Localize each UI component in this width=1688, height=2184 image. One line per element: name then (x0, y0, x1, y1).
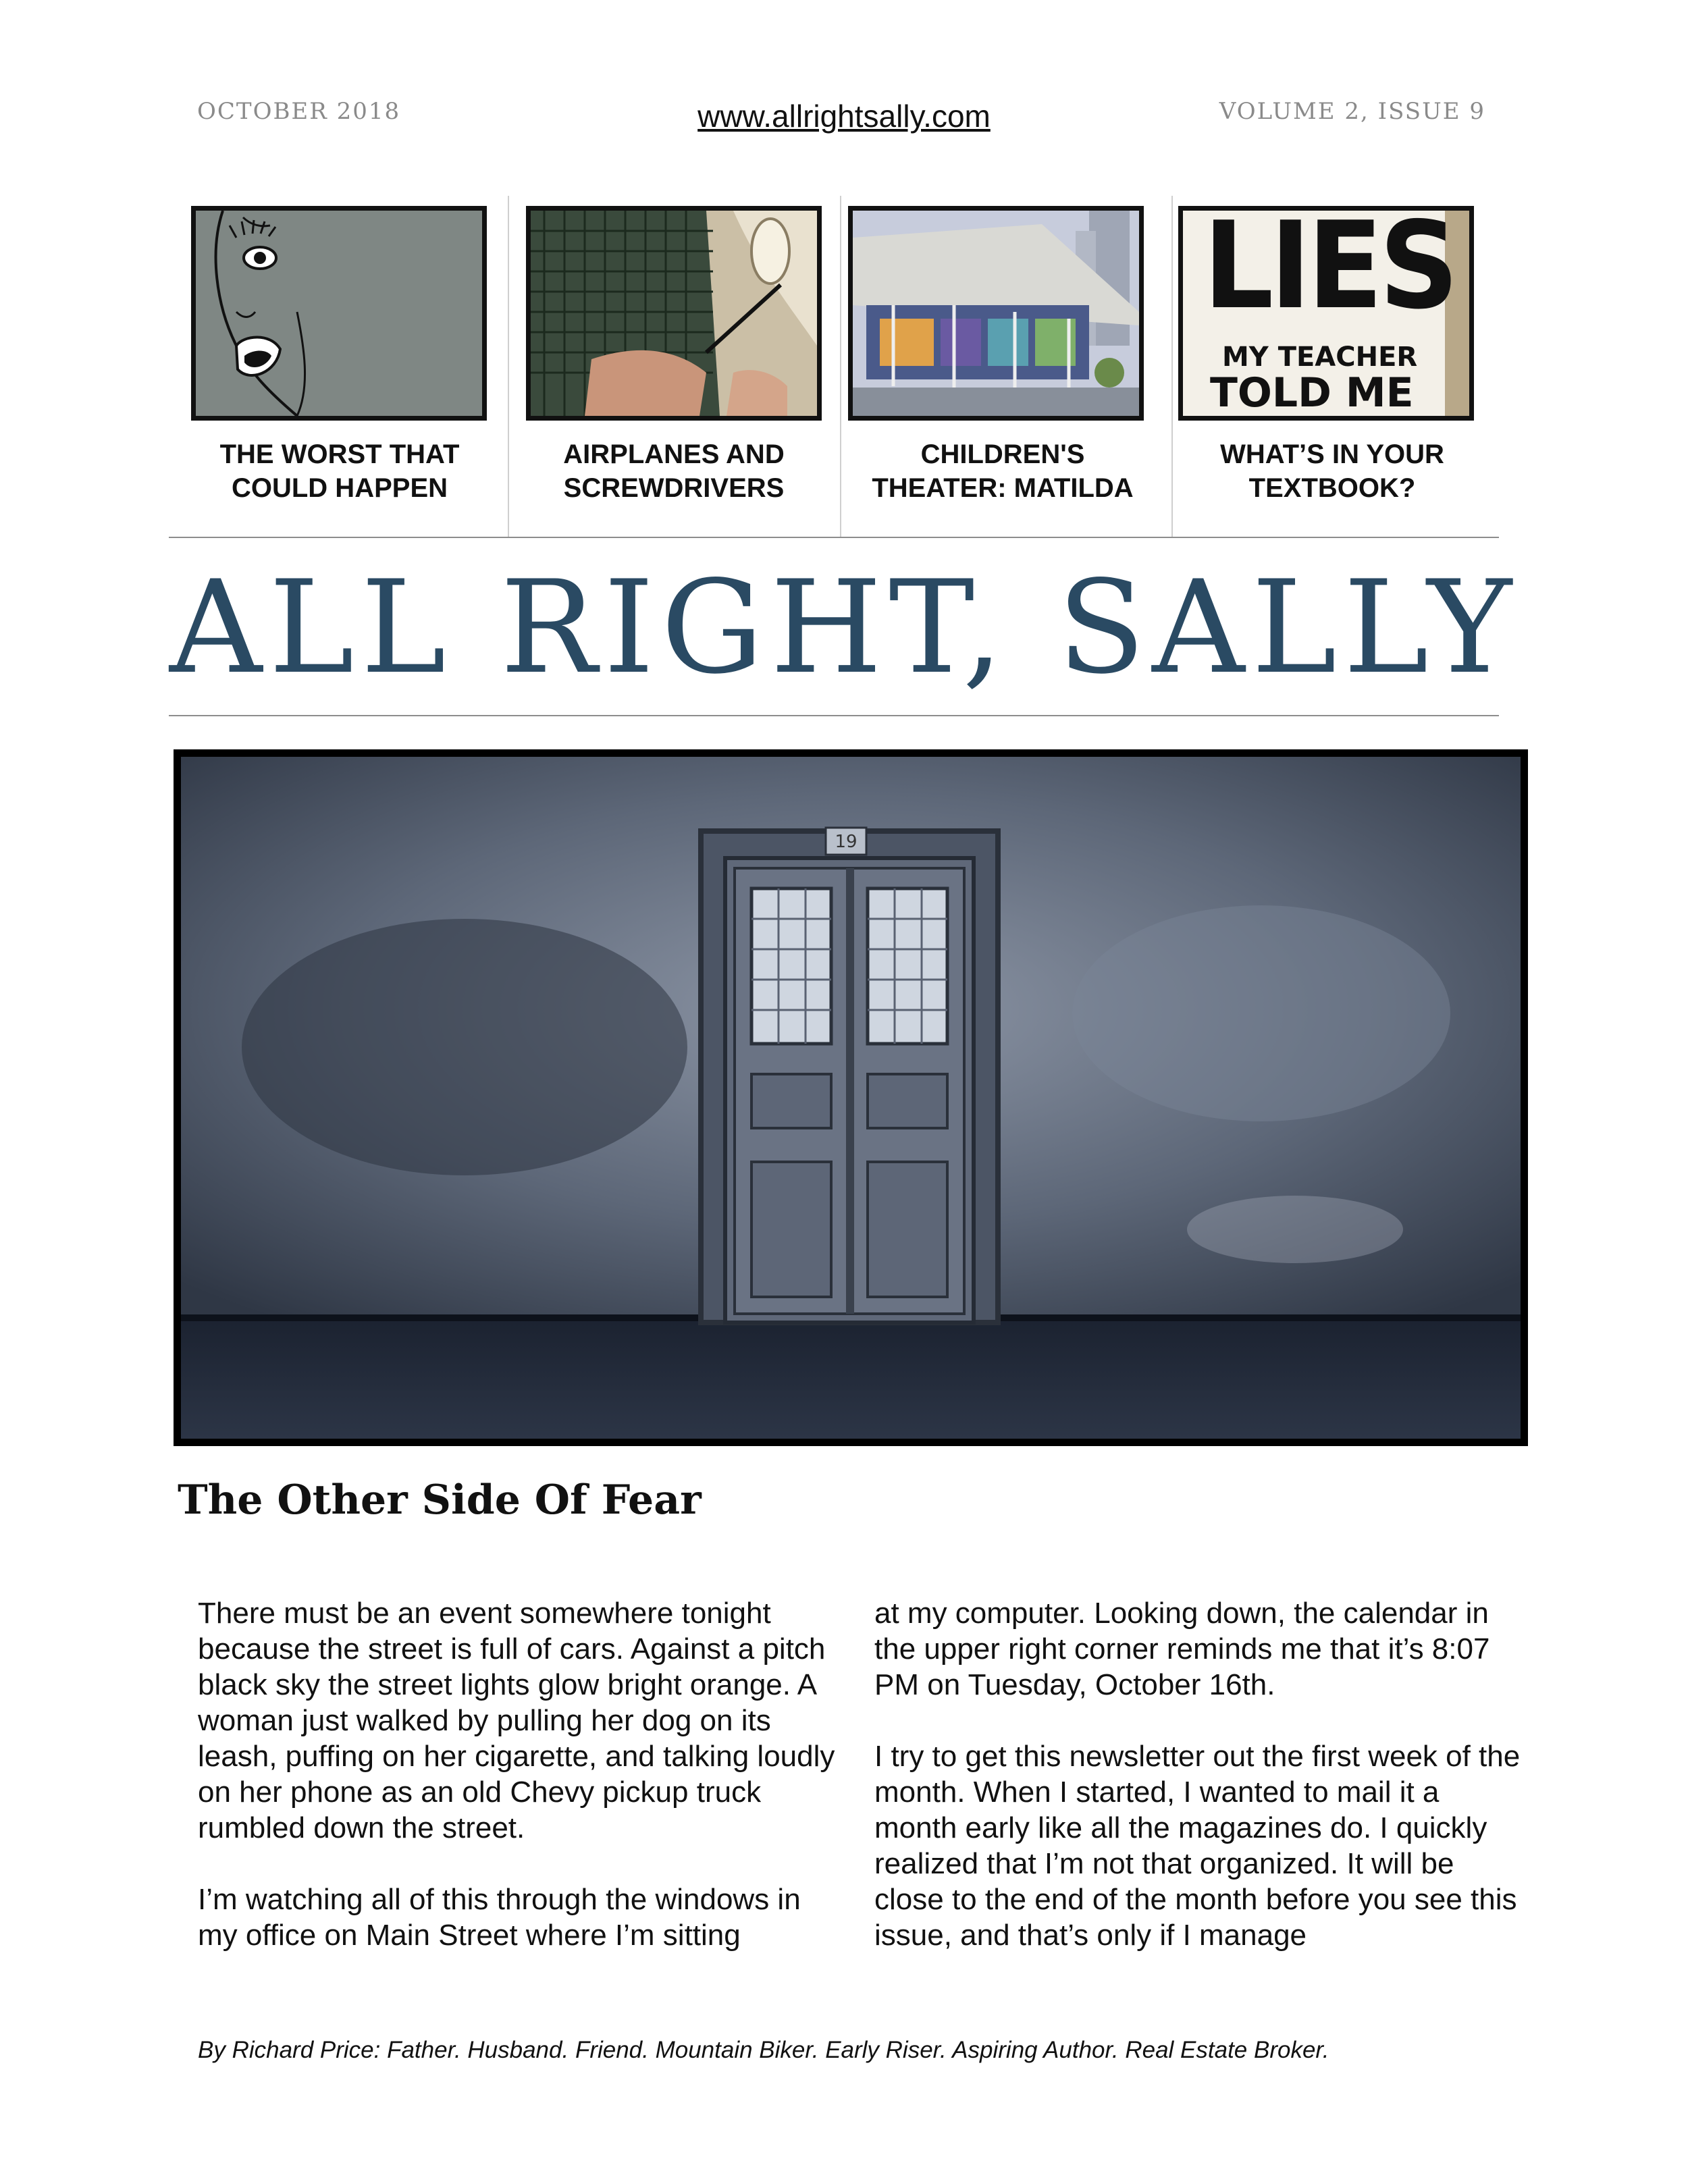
book-cover-title: LIES (1203, 206, 1456, 336)
book-cover-line1: MY TEACHER (1222, 342, 1418, 373)
door-on-wall-icon (181, 757, 1521, 1439)
book-cover-line2: TOLD ME (1210, 369, 1414, 417)
teaser-caption[interactable]: CHILDREN'S THEATER: MATILDA (872, 440, 1134, 503)
teaser-image-airplane[interactable] (526, 206, 822, 421)
teaser-caption[interactable]: AIRPLANES AND SCREWDRIVERS (563, 440, 785, 503)
issue-number: VOLUME 2, ISSUE 9 (1219, 98, 1485, 125)
teaser-image-book-cover[interactable] (1178, 206, 1474, 421)
rule-top (169, 537, 1499, 538)
teaser-caption[interactable]: WHAT’S IN YOUR TEXTBOOK? (1220, 440, 1444, 503)
paragraph: at my computer. Looking down, the calendar in the upper right corner reminds me that it’s 8:07 PM on Tuesday, October 16th. (874, 1597, 1490, 1701)
airplane-passenger-icon (531, 211, 817, 416)
hero-image (174, 749, 1528, 1446)
website-link[interactable]: www.allrightsally.com (697, 99, 991, 134)
paragraph: There must be an event somewhere tonight because the street is full of cars. Against a pitch black sky the street lights glow bright orange. A woman just walked by pulling her dog on its leash, puffing on her cigarette, and talking loudly on her phone as an old Chevy pickup truck rumbled down the street. (198, 1597, 835, 1844)
theater-building-icon (853, 211, 1139, 416)
article-headline: The Other Side Of Fear (178, 1476, 702, 1524)
paragraph: I try to get this newsletter out the first week of the month. When I started, I wanted to mail it a month early like all the magazines do. I quickly realized that I’m not that organized. It will be close to the end of the month before you see this issue, and that’s only if I manage (874, 1740, 1521, 1952)
teaser-divider (840, 196, 841, 537)
masthead-title: ALL RIGHT, SALLY (169, 553, 1519, 702)
rule-bottom (169, 715, 1499, 716)
door-number: 19 (835, 832, 858, 852)
comic-woman-icon (196, 211, 482, 416)
teaser-image-comic[interactable] (191, 206, 487, 421)
teaser-caption[interactable]: THE WORST THAT COULD HAPPEN (219, 440, 460, 503)
author-byline: By Richard Price: Father. Husband. Friend. Mountain Biker. Early Riser. Aspiring Author. Real Estate Broker. (198, 2037, 1329, 2063)
paragraph: I’m watching all of this through the windows in my office on Main Street where I’m sitting (198, 1883, 801, 1952)
teaser-image-theater[interactable] (848, 206, 1144, 421)
teaser-divider (508, 196, 509, 537)
article-column-right (874, 1595, 1523, 1989)
teaser-divider (1171, 196, 1173, 537)
article-column-left (198, 1595, 836, 1989)
issue-date: OCTOBER 2018 (197, 98, 401, 125)
